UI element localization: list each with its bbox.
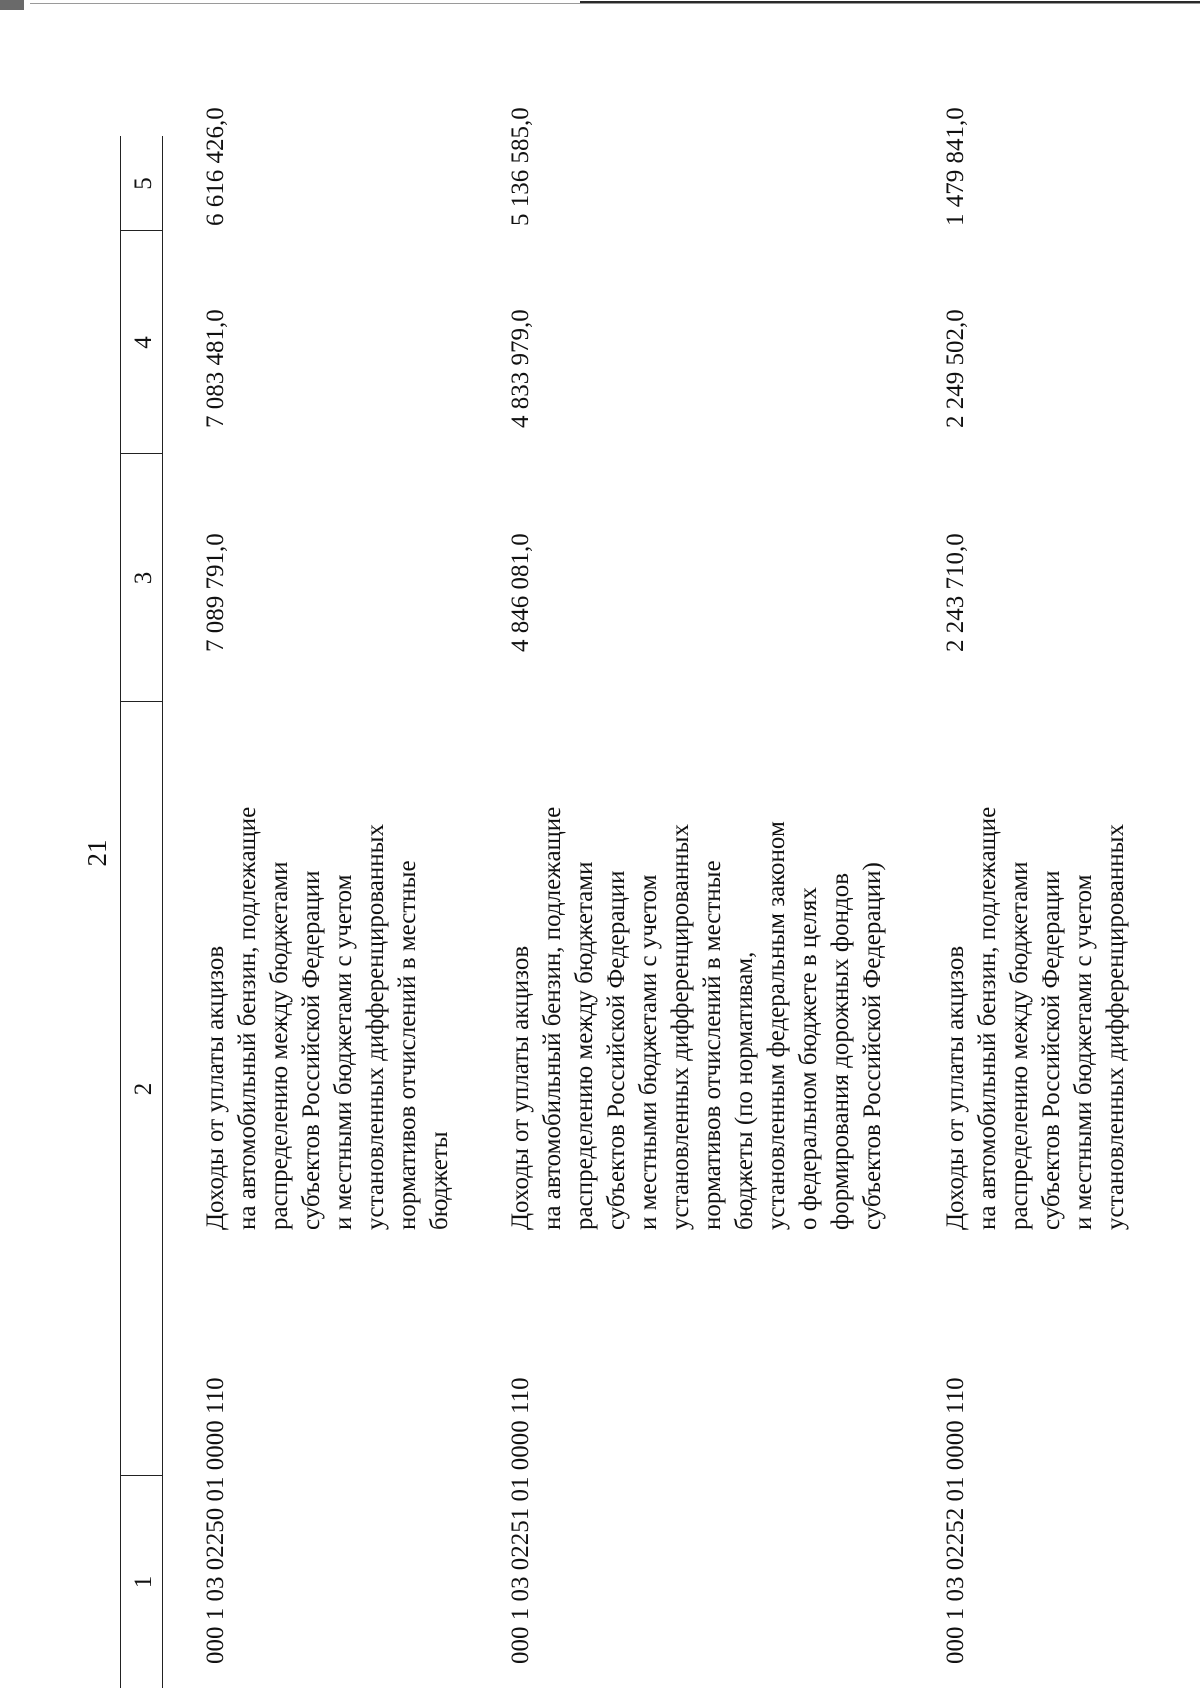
description-line: бюджеты bbox=[426, 1131, 453, 1230]
table-row-code: 000 1 03 02251 01 0000 110 bbox=[507, 1377, 534, 1664]
description-line: и местными бюджетами с учетом bbox=[1070, 874, 1097, 1230]
description-line: на автомобильный бензин, подлежащие bbox=[234, 806, 261, 1230]
description-line: бюджеты (по нормативам, bbox=[731, 951, 758, 1230]
table-row-description bbox=[200, 806, 456, 1230]
description-line: нормативов отчислений в местные bbox=[394, 860, 421, 1230]
description-line: субъектов Российской Федерации bbox=[298, 870, 325, 1230]
page-number: 21 bbox=[82, 839, 112, 867]
description-line: о федеральном бюджете в целях bbox=[795, 887, 822, 1230]
table-row-description bbox=[940, 806, 1132, 1230]
table-row-col5: 5 136 585,0 bbox=[507, 107, 534, 226]
table-header-bottom-border bbox=[162, 136, 163, 1688]
column-header-4: 4 bbox=[130, 336, 157, 349]
description-line: субъектов Российской Федерации bbox=[1038, 870, 1065, 1230]
table-top-border bbox=[120, 136, 121, 1688]
description-line: на автомобильный бензин, подлежащие bbox=[539, 806, 566, 1230]
table-row-code: 000 1 03 02250 01 0000 110 bbox=[202, 1377, 229, 1664]
table-row-description bbox=[505, 806, 889, 1230]
table-row-col4: 4 833 979,0 bbox=[507, 309, 534, 428]
description-line: субъектов Российской Федерации) bbox=[859, 862, 886, 1230]
description-line: и местными бюджетами с учетом bbox=[330, 874, 357, 1230]
description-line: Доходы от уплаты акцизов bbox=[202, 945, 229, 1230]
description-line: распределению между бюджетами bbox=[266, 861, 293, 1230]
column-header-1: 1 bbox=[130, 1575, 157, 1589]
description-line: распределению между бюджетами bbox=[571, 861, 598, 1230]
table-row-col4: 2 249 502,0 bbox=[942, 309, 969, 428]
description-line: установленных дифференцированных bbox=[1102, 824, 1129, 1230]
description-line: установленных дифференцированных bbox=[667, 824, 694, 1230]
table-row-col5: 6 616 426,0 bbox=[202, 107, 229, 226]
table-row-col5: 1 479 841,0 bbox=[942, 107, 969, 226]
table-row-col3: 2 243 710,0 bbox=[942, 533, 969, 652]
table-row-col3: 7 089 791,0 bbox=[202, 533, 229, 652]
description-line: субъектов Российской Федерации bbox=[603, 870, 630, 1230]
description-line: на автомобильный бензин, подлежащие bbox=[974, 806, 1001, 1230]
column-header-5: 5 bbox=[130, 177, 157, 190]
description-line: распределению между бюджетами bbox=[1006, 861, 1033, 1230]
description-line: Доходы от уплаты акцизов bbox=[942, 945, 969, 1230]
description-line: нормативов отчислений в местные bbox=[699, 860, 726, 1230]
description-line: Доходы от уплаты акцизов bbox=[507, 945, 534, 1230]
table-row-code: 000 1 03 02252 01 0000 110 bbox=[942, 1377, 969, 1664]
table-row-col4: 7 083 481,0 bbox=[202, 309, 229, 428]
description-line: установленных дифференцированных bbox=[362, 824, 389, 1230]
description-line: формирования дорожных фондов bbox=[827, 873, 854, 1230]
description-line: установленным федеральным законом bbox=[763, 821, 790, 1230]
description-line: и местными бюджетами с учетом bbox=[635, 874, 662, 1230]
column-header-2: 2 bbox=[130, 1082, 157, 1096]
column-header-3: 3 bbox=[130, 571, 157, 585]
table-row-col3: 4 846 081,0 bbox=[507, 533, 534, 652]
